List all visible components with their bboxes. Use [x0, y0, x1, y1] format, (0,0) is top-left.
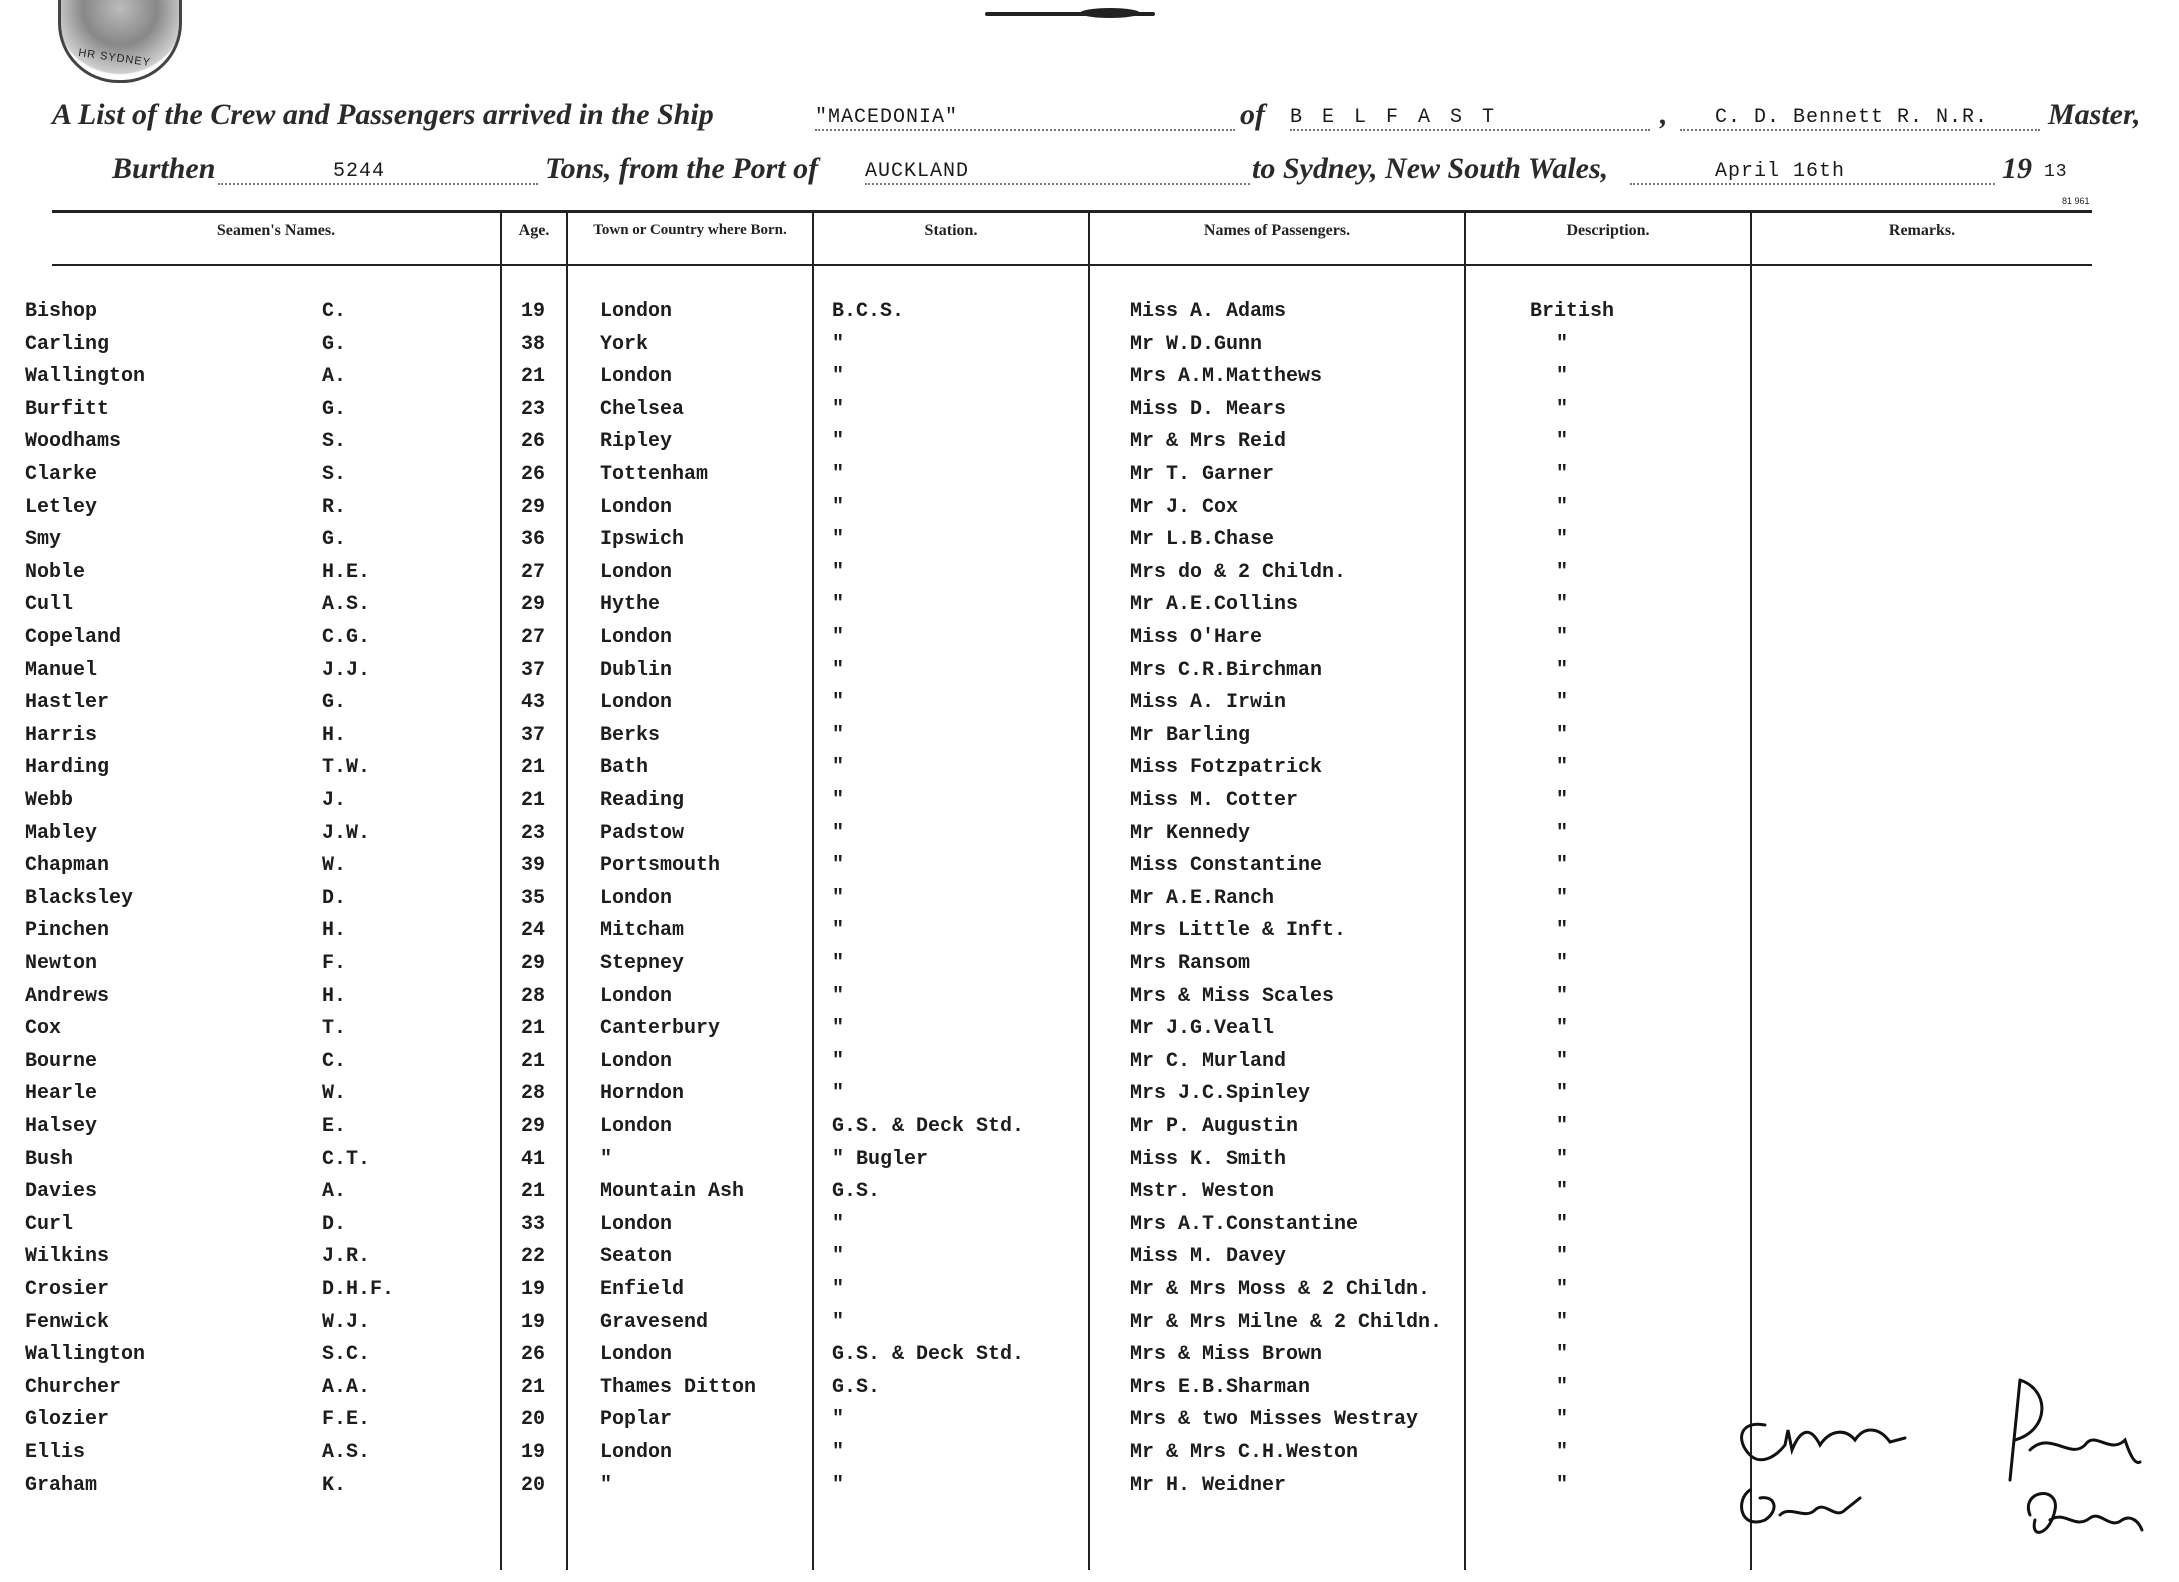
seaman-initials: W. [322, 854, 347, 877]
seaman-birthplace: Chelsea [600, 398, 685, 421]
col-head-age: Age. [518, 222, 550, 239]
seaman-age: 21 [521, 1180, 546, 1203]
seaman-surname: Hastler [25, 691, 110, 714]
passenger-name: Mr & Mrs Reid [1130, 430, 1287, 453]
seaman-surname: Bishop [25, 300, 98, 323]
col-head-born: Town or Country where Born. [593, 222, 787, 238]
seaman-surname: Wallington [25, 365, 146, 388]
seaman-initials: G. [322, 398, 347, 421]
passenger-name: Mrs A.T.Constantine [1130, 1213, 1359, 1236]
seaman-initials: S. [322, 463, 347, 486]
seaman-age: 39 [521, 854, 546, 877]
seaman-birthplace: Enfield [600, 1278, 685, 1301]
passenger-name: Mr J. Cox [1130, 496, 1239, 519]
seaman-initials: C.T. [322, 1148, 371, 1171]
seaman-birthplace: " [600, 1148, 613, 1171]
seaman-age: 36 [521, 528, 546, 551]
passenger-name: Mr A.E.Collins [1130, 593, 1299, 616]
passenger-description: " [1556, 561, 1569, 584]
seaman-birthplace: London [600, 1441, 673, 1464]
seaman-initials: G. [322, 528, 347, 551]
passenger-name: Miss K. Smith [1130, 1148, 1287, 1171]
seaman-age: 21 [521, 1017, 546, 1040]
seaman-age: 19 [521, 300, 546, 323]
passenger-name: Mrs Ransom [1130, 952, 1251, 975]
seaman-birthplace: Horndon [600, 1082, 685, 1105]
passenger-description: " [1556, 1050, 1569, 1073]
seaman-age: 21 [521, 756, 546, 779]
passenger-description: " [1556, 1474, 1569, 1497]
passenger-description: " [1556, 496, 1569, 519]
passenger-name: Mr Kennedy [1130, 822, 1251, 845]
passenger-name: Mr H. Weidner [1130, 1474, 1287, 1497]
seaman-age: 43 [521, 691, 546, 714]
official-seal [58, 0, 182, 83]
passenger-description: " [1556, 854, 1569, 877]
passenger-name: Miss O'Hare [1130, 626, 1263, 649]
passenger-name: Mrs C.R.Birchman [1130, 659, 1323, 682]
seaman-birthplace: Stepney [600, 952, 685, 975]
seaman-initials: D.H.F. [322, 1278, 395, 1301]
seaman-birthplace: London [600, 496, 673, 519]
seaman-station: " [832, 1474, 845, 1497]
seaman-birthplace: Dublin [600, 659, 673, 682]
seaman-surname: Davies [25, 1180, 98, 1203]
seaman-age: 29 [521, 952, 546, 975]
passenger-name: Mrs Little & Inft. [1130, 919, 1347, 942]
master-label: Master, [2048, 98, 2141, 131]
seaman-age: 20 [521, 1474, 546, 1497]
seaman-birthplace: London [600, 691, 673, 714]
passenger-description: " [1556, 985, 1569, 1008]
seaman-age: 19 [521, 1311, 546, 1334]
seaman-surname: Harding [25, 756, 110, 779]
seaman-age: 29 [521, 593, 546, 616]
seaman-station: " [832, 919, 845, 942]
seaman-age: 41 [521, 1148, 546, 1171]
seaman-birthplace: York [600, 333, 649, 356]
seaman-initials: J.R. [322, 1245, 371, 1268]
seaman-birthplace: London [600, 887, 673, 910]
burthen-label: Burthen [112, 152, 216, 185]
passenger-description: " [1556, 528, 1569, 551]
passenger-name: Mr T. Garner [1130, 463, 1275, 486]
seaman-surname: Letley [25, 496, 98, 519]
seaman-birthplace: London [600, 985, 673, 1008]
passenger-name: Mr L.B.Chase [1130, 528, 1275, 551]
passenger-description: " [1556, 919, 1569, 942]
seaman-surname: Copeland [25, 626, 122, 649]
seaman-surname: Glozier [25, 1408, 110, 1431]
seaman-initials: J. [322, 789, 347, 812]
of-label: of [1240, 98, 1265, 131]
seaman-age: 23 [521, 398, 546, 421]
seaman-birthplace: " [600, 1474, 613, 1497]
seaman-birthplace: London [600, 1213, 673, 1236]
seaman-station: G.S. [832, 1180, 881, 1203]
passenger-name: Mr Barling [1130, 724, 1251, 747]
seaman-station: " [832, 626, 845, 649]
seaman-surname: Harris [25, 724, 98, 747]
seaman-surname: Curl [25, 1213, 74, 1236]
passenger-description: " [1556, 887, 1569, 910]
col-head-remarks: Remarks. [1888, 222, 1956, 239]
passenger-description: " [1556, 593, 1569, 616]
seaman-surname: Burfitt [25, 398, 110, 421]
seaman-age: 21 [521, 1376, 546, 1399]
passenger-description: " [1556, 463, 1569, 486]
passenger-description: British [1530, 300, 1615, 323]
col-divider-description [1464, 210, 1466, 1570]
col-divider-remarks [1750, 210, 1752, 1570]
seaman-birthplace: Poplar [600, 1408, 673, 1431]
seaman-station: B.C.S. [832, 300, 905, 323]
passenger-name: Miss Fotzpatrick [1130, 756, 1323, 779]
seaman-surname: Pinchen [25, 919, 110, 942]
seaman-age: 24 [521, 919, 546, 942]
seaman-initials: G. [322, 333, 347, 356]
seaman-birthplace: Padstow [600, 822, 685, 845]
col-head-station: Station. [924, 222, 978, 239]
seaman-initials: W. [322, 1082, 347, 1105]
passenger-description: " [1556, 822, 1569, 845]
seaman-surname: Bush [25, 1148, 74, 1171]
seaman-age: 37 [521, 724, 546, 747]
seaman-birthplace: Gravesend [600, 1311, 709, 1334]
col-head-seamen: Seamen's Names. [216, 222, 336, 239]
passenger-description: " [1556, 1376, 1569, 1399]
col-divider-age [500, 210, 502, 1570]
passenger-name: Mr A.E.Ranch [1130, 887, 1275, 910]
seaman-initials: R. [322, 496, 347, 519]
seaman-age: 29 [521, 1115, 546, 1138]
seaman-station: " [832, 1278, 845, 1301]
signatures-image [1730, 1370, 2150, 1570]
passenger-name: Mr C. Murland [1130, 1050, 1287, 1073]
seaman-birthplace: Thames Ditton [600, 1376, 757, 1399]
passenger-description: " [1556, 1343, 1569, 1366]
tons-from-port-label: Tons, from the Port of [545, 152, 819, 185]
table-top-rule [52, 210, 2092, 213]
seaman-initials: H. [322, 985, 347, 1008]
seaman-initials: T.W. [322, 756, 371, 779]
passenger-name: Miss A. Irwin [1130, 691, 1287, 714]
seaman-birthplace: Ripley [600, 430, 673, 453]
from-port: AUCKLAND [865, 160, 1250, 185]
seaman-initials: F.E. [322, 1408, 371, 1431]
seaman-initials: C.G. [322, 626, 371, 649]
seaman-station: " [832, 985, 845, 1008]
seaman-surname: Cox [25, 1017, 62, 1040]
seaman-surname: Bourne [25, 1050, 98, 1073]
passenger-name: Mr J.G.Veall [1130, 1017, 1275, 1040]
seaman-station: " [832, 1213, 845, 1236]
seaman-surname: Webb [25, 789, 74, 812]
seaman-initials: H. [322, 724, 347, 747]
seaman-initials: W.J. [322, 1311, 371, 1334]
seaman-initials: A.A. [322, 1376, 371, 1399]
passenger-name: Miss D. Mears [1130, 398, 1287, 421]
seaman-station: G.S. [832, 1376, 881, 1399]
seaman-station: " [832, 1050, 845, 1073]
seaman-birthplace: Bath [600, 756, 649, 779]
seaman-station: " [832, 1408, 845, 1431]
passenger-description: " [1556, 1311, 1569, 1334]
seaman-age: 38 [521, 333, 546, 356]
passenger-name: Mr & Mrs Moss & 2 Childn. [1130, 1278, 1431, 1301]
seaman-birthplace: Reading [600, 789, 685, 812]
seaman-birthplace: Hythe [600, 593, 661, 616]
seaman-age: 28 [521, 1082, 546, 1105]
passenger-name: Mr & Mrs Milne & 2 Childn. [1130, 1311, 1443, 1334]
seaman-station: " [832, 593, 845, 616]
seaman-initials: J.W. [322, 822, 371, 845]
seaman-birthplace: Seaton [600, 1245, 673, 1268]
passenger-name: Mrs do & 2 Childn. [1130, 561, 1347, 584]
seaman-age: 21 [521, 1050, 546, 1073]
seaman-initials: A.S. [322, 593, 371, 616]
seaman-surname: Smy [25, 528, 62, 551]
seaman-surname: Mabley [25, 822, 98, 845]
seaman-station: " [832, 691, 845, 714]
seaman-surname: Halsey [25, 1115, 98, 1138]
passenger-description: " [1556, 756, 1569, 779]
passenger-name: Mrs & Miss Brown [1130, 1343, 1323, 1366]
seaman-station: " [832, 561, 845, 584]
seaman-station: " Bugler [832, 1148, 929, 1171]
seaman-station: " [832, 528, 845, 551]
passenger-name: Miss A. Adams [1130, 300, 1287, 323]
passenger-description: " [1556, 691, 1569, 714]
seaman-surname: Hearle [25, 1082, 98, 1105]
seaman-birthplace: London [600, 1115, 673, 1138]
col-divider-station [812, 210, 814, 1570]
port-of-registry: B E L F A S T [1290, 106, 1650, 131]
seaman-station: G.S. & Deck Std. [832, 1115, 1025, 1138]
seaman-initials: A.S. [322, 1441, 371, 1464]
seaman-initials: D. [322, 1213, 347, 1236]
seaman-initials: T. [322, 1017, 347, 1040]
seaman-birthplace: Mountain Ash [600, 1180, 745, 1203]
seaman-initials: J.J. [322, 659, 371, 682]
seaman-surname: Andrews [25, 985, 110, 1008]
passenger-name: Mstr. Weston [1130, 1180, 1275, 1203]
passenger-description: " [1556, 659, 1569, 682]
seaman-station: " [832, 496, 845, 519]
passenger-name: Mrs & two Misses Westray [1130, 1408, 1419, 1431]
seaman-initials: E. [322, 1115, 347, 1138]
col-divider-born [566, 210, 568, 1570]
seaman-age: 29 [521, 496, 546, 519]
seaman-initials: K. [322, 1474, 347, 1497]
seaman-surname: Wallington [25, 1343, 146, 1366]
passenger-description: " [1556, 1082, 1569, 1105]
seaman-age: 28 [521, 985, 546, 1008]
passenger-description: " [1556, 1115, 1569, 1138]
seaman-station: " [832, 887, 845, 910]
passenger-name: Mrs E.B.Sharman [1130, 1376, 1311, 1399]
seaman-initials: H.E. [322, 561, 371, 584]
seaman-initials: S.C. [322, 1343, 371, 1366]
seaman-birthplace: Berks [600, 724, 661, 747]
seaman-station: " [832, 1082, 845, 1105]
seaman-age: 37 [521, 659, 546, 682]
seaman-age: 21 [521, 789, 546, 812]
passenger-description: " [1556, 626, 1569, 649]
seaman-station: " [832, 756, 845, 779]
passenger-name: Mrs A.M.Matthews [1130, 365, 1323, 388]
seaman-station: " [832, 430, 845, 453]
passenger-description: " [1556, 1017, 1569, 1040]
seaman-birthplace: Mitcham [600, 919, 685, 942]
seaman-age: 19 [521, 1441, 546, 1464]
passenger-name: Miss M. Davey [1130, 1245, 1287, 1268]
top-mark-blot [1080, 8, 1140, 18]
passenger-description: " [1556, 952, 1569, 975]
comma: , [1660, 98, 1668, 131]
col-head-passengers: Names of Passengers. [1203, 222, 1351, 239]
seaman-surname: Blacksley [25, 887, 134, 910]
table-header-rule [52, 264, 2092, 266]
passenger-name: Mr & Mrs C.H.Weston [1130, 1441, 1359, 1464]
seaman-station: " [832, 463, 845, 486]
seaman-initials: C. [322, 1050, 347, 1073]
seaman-age: 35 [521, 887, 546, 910]
passenger-description: " [1556, 1245, 1569, 1268]
master-name: C. D. Bennett R. N.R. [1680, 106, 2040, 131]
seaman-initials: H. [322, 919, 347, 942]
passenger-description: " [1556, 1408, 1569, 1431]
seaman-age: 27 [521, 626, 546, 649]
seaman-station: " [832, 365, 845, 388]
seaman-initials: S. [322, 430, 347, 453]
seaman-age: 26 [521, 430, 546, 453]
seaman-birthplace: Ipswich [600, 528, 685, 551]
form-number: 81 961 [2062, 196, 2090, 206]
seaman-age: 19 [521, 1278, 546, 1301]
seaman-station: " [832, 333, 845, 356]
seaman-station: " [832, 789, 845, 812]
seaman-surname: Manuel [25, 659, 98, 682]
seaman-birthplace: London [600, 365, 673, 388]
seaman-initials: G. [322, 691, 347, 714]
tons-value: 5244 [218, 160, 538, 185]
seaman-station: " [832, 1311, 845, 1334]
seaman-birthplace: London [600, 300, 673, 323]
seaman-station: " [832, 854, 845, 877]
passenger-description: " [1556, 1148, 1569, 1171]
col-head-description: Description. [1566, 222, 1650, 239]
passenger-description: " [1556, 789, 1569, 812]
seaman-surname: Graham [25, 1474, 98, 1497]
seaman-age: 21 [521, 365, 546, 388]
seaman-surname: Woodhams [25, 430, 122, 453]
seaman-surname: Newton [25, 952, 98, 975]
seaman-birthplace: Tottenham [600, 463, 709, 486]
year-suffix: 13 [2044, 162, 2068, 182]
seaman-station: " [832, 724, 845, 747]
seaman-initials: D. [322, 887, 347, 910]
passenger-name: Mr W.D.Gunn [1130, 333, 1263, 356]
seaman-age: 33 [521, 1213, 546, 1236]
passenger-description: " [1556, 398, 1569, 421]
seaman-station: " [832, 1441, 845, 1464]
to-sydney-label: to Sydney, New South Wales, [1252, 152, 1609, 185]
seaman-age: 23 [521, 822, 546, 845]
passenger-description: " [1556, 1278, 1569, 1301]
seaman-station: " [832, 952, 845, 975]
passenger-description: " [1556, 1180, 1569, 1203]
seaman-birthplace: London [600, 561, 673, 584]
passenger-name: Mr P. Augustin [1130, 1115, 1299, 1138]
seaman-initials: A. [322, 1180, 347, 1203]
seaman-initials: A. [322, 365, 347, 388]
passenger-name: Miss Constantine [1130, 854, 1323, 877]
year-prefix: 19 [2002, 152, 2032, 185]
seaman-birthplace: Canterbury [600, 1017, 721, 1040]
header-line1-prefix: A List of the Crew and Passengers arrived in the Ship [52, 98, 714, 131]
seaman-birthplace: Portsmouth [600, 854, 721, 877]
seaman-station: " [832, 659, 845, 682]
passenger-description: " [1556, 1441, 1569, 1464]
seaman-station: G.S. & Deck Std. [832, 1343, 1025, 1366]
seaman-surname: Carling [25, 333, 110, 356]
passenger-name: Mrs J.C.Spinley [1130, 1082, 1311, 1105]
passenger-description: " [1556, 365, 1569, 388]
seaman-surname: Crosier [25, 1278, 110, 1301]
seaman-station: " [832, 398, 845, 421]
passenger-name: Miss M. Cotter [1130, 789, 1299, 812]
seaman-surname: Chapman [25, 854, 110, 877]
seaman-birthplace: London [600, 1050, 673, 1073]
seaman-age: 27 [521, 561, 546, 584]
seal-text: HR SYDNEY [77, 46, 152, 70]
seaman-station: " [832, 1245, 845, 1268]
passenger-description: " [1556, 724, 1569, 747]
seaman-surname: Wilkins [25, 1245, 110, 1268]
seaman-surname: Churcher [25, 1376, 122, 1399]
passenger-description: " [1556, 1213, 1569, 1236]
seaman-age: 22 [521, 1245, 546, 1268]
passenger-name: Mrs & Miss Scales [1130, 985, 1335, 1008]
arrival-date: April 16th [1630, 160, 1995, 185]
seaman-station: " [832, 1017, 845, 1040]
seaman-birthplace: London [600, 626, 673, 649]
seaman-surname: Clarke [25, 463, 98, 486]
seaman-initials: F. [322, 952, 347, 975]
seaman-station: " [832, 822, 845, 845]
passenger-description: " [1556, 333, 1569, 356]
seaman-surname: Noble [25, 561, 86, 584]
seaman-age: 20 [521, 1408, 546, 1431]
seaman-surname: Ellis [25, 1441, 86, 1464]
seaman-age: 26 [521, 463, 546, 486]
seaman-surname: Cull [25, 593, 74, 616]
seaman-initials: C. [322, 300, 347, 323]
passenger-description: " [1556, 430, 1569, 453]
seaman-birthplace: London [600, 1343, 673, 1366]
seaman-age: 26 [521, 1343, 546, 1366]
seaman-surname: Fenwick [25, 1311, 110, 1334]
ship-name: "MACEDONIA" [815, 106, 1235, 131]
col-divider-passengers [1088, 210, 1090, 1570]
